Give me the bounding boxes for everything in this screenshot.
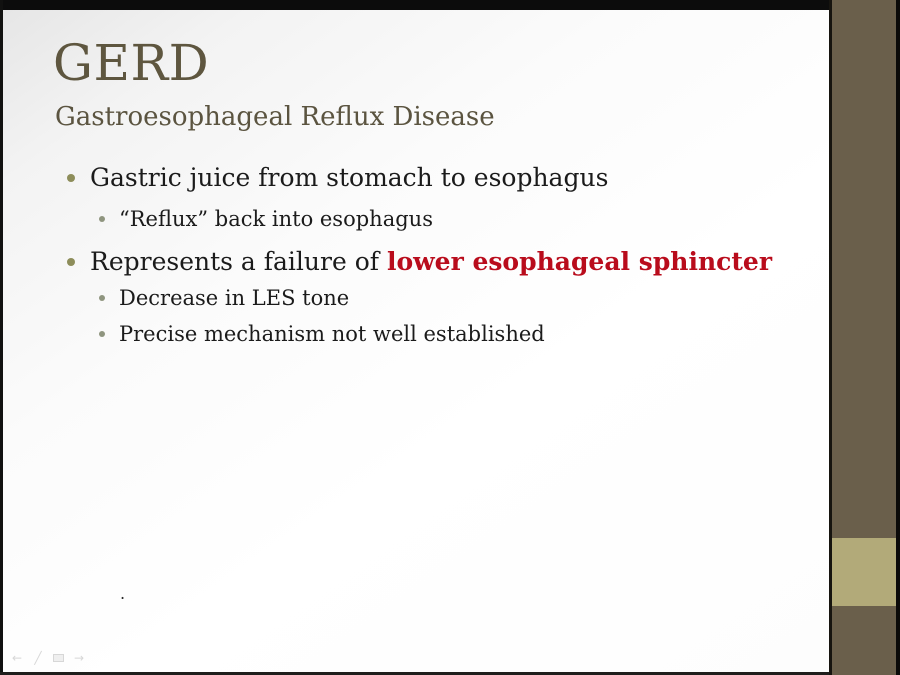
bullet-item [67, 246, 772, 277]
sub-bullet-item [99, 285, 349, 311]
slide-sidebar-divider [829, 0, 832, 675]
bullet-text: Gastric juice from stomach to esophagus [90, 163, 609, 192]
bullet-dot-icon [99, 331, 105, 337]
letterbox-top-bar [0, 0, 830, 10]
letterbox-left-edge [0, 0, 3, 675]
sub-bullet-item [99, 321, 545, 347]
stray-period-text: . [120, 584, 126, 603]
slide-canvas [3, 10, 829, 672]
slide-subtitle: Gastroesophageal Reflux Disease [55, 102, 495, 132]
bullet-text: “Reflux” back into esophagus [119, 207, 433, 231]
sidebar-accent-block [832, 538, 896, 606]
next-slide-arrow-icon[interactable]: → [73, 651, 85, 665]
presenter-controls-toolbar [11, 652, 85, 664]
bullet-dot-icon [99, 216, 105, 222]
bullet-item [67, 162, 608, 193]
sub-bullet-item [99, 206, 433, 232]
slide-navigator-icon[interactable] [53, 654, 64, 662]
bullet-text: Decrease in LES tone [119, 286, 350, 310]
bullet-text: Precise mechanism not well established [119, 322, 545, 346]
slide-title: GERD [53, 34, 210, 92]
pen-tool-icon[interactable]: ╱ [34, 651, 42, 665]
bullet-dot-icon [67, 258, 75, 266]
bullet-text: Represents a failure of [90, 247, 387, 276]
bullet-dot-icon [67, 174, 75, 182]
bullet-text-emphasis: lower esophageal sphincter [386, 247, 772, 276]
sidebar-decoration-panel [832, 0, 896, 675]
previous-slide-arrow-icon[interactable]: ← [11, 651, 23, 665]
bullet-dot-icon [99, 295, 105, 301]
letterbox-right-edge [896, 0, 900, 675]
